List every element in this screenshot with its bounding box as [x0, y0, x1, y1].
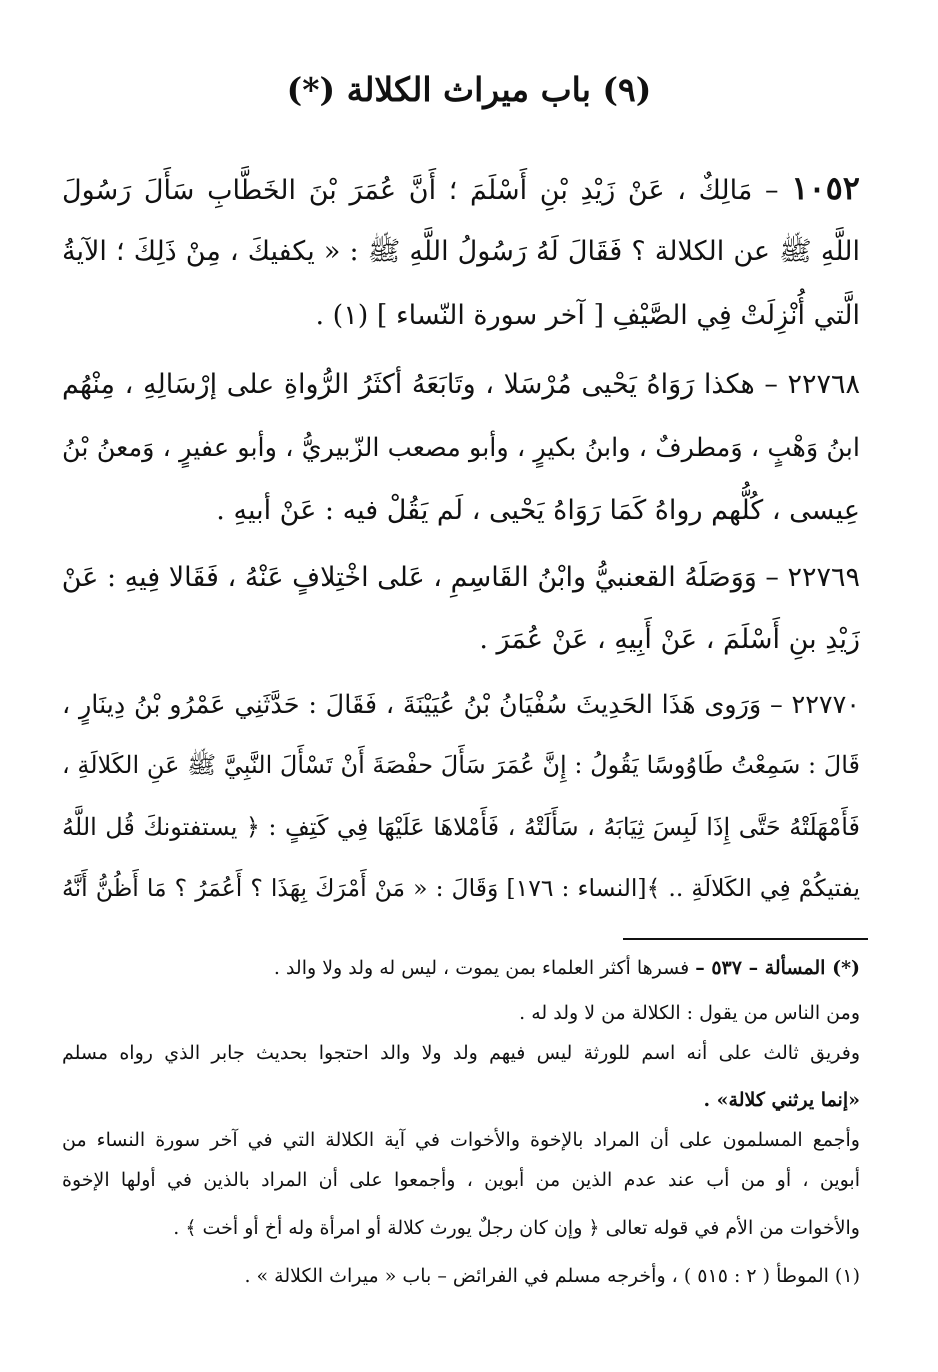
paragraph-text: وَوَصَلَهُ القعنبيُّ وابْنُ القَاسِمِ ، عَلى اخْتِلافٍ عَنْهُ ، فَقَالا فِيهِ : عَنْ [62, 562, 757, 593]
paragraph-number: ٢٢٧٧٠ [791, 690, 860, 720]
paragraph-22769-line-2: زَيْدِ بنِ أَسْلَمَ ، عَنْ أَبِيهِ ، عَنْ عُمَرَ . [479, 624, 860, 655]
footnote-line: ومن الناس من يقول : الكلالة من لا ولد له . [519, 1002, 860, 1024]
footnote-separator [623, 938, 868, 940]
hadith-1052-line-3: الَّتي أُنْزِلَتْ فِي الصَّيْفِ [ آخر سورة النّساء ] (١) . [315, 300, 860, 331]
paragraph-text: وَرَوى هَذَا الحَدِيثَ سُفْيَانُ بْنُ عُيَيْنَةَ ، فَقَالَ : حَدَّثَنِي عَمْرُو بْنُ دِينَارٍ ، [62, 690, 762, 720]
footnote-label: (*) المسألة – ٥٣٧ – [695, 957, 860, 979]
footnote-masala-537 [62, 950, 860, 986]
paragraph-22768-line-3: عِيسى ، كُلُّهم رواهُ كَمَا رَوَاهُ يَحْيى ، لَم يَقُلْ فيه : عَنْ أبيهِ . [216, 495, 860, 526]
paragraph-22770-line-1: ٢٢٧٧٠ – وَرَوى هَذَا الحَدِيثَ سُفْيَانُ بْنُ عُيَيْنَةَ ، فَقَالَ : حَدَّثَنِي عَمْرُو بْنُ دِينَارٍ ، [62, 690, 860, 720]
footnote-line: أبوين ، أو من أب عند عدم الذين من أبوين ، وأجمعوا على أن المراد بالذين في أولها الإخوة [62, 1169, 860, 1191]
footnote-line: والأخوات من الأم في قوله تعالى ﴿ وإن كان رجلٌ يورث كلالة أو امرأة وله أخ أو أخت ﴾ . [173, 1217, 860, 1239]
paragraph-number: ٢٢٧٦٩ [787, 562, 860, 593]
hadith-1052-line-2: اللَّهِ ﷺ عن الكلالة ؟ فَقَالَ لَهُ رَسُولُ اللَّهِ ﷺ : « يكفيكَ ، مِنْ ذَلِكَ ؛ الآيةُ [62, 236, 860, 267]
paragraph-22770-line-3: فَأَمْهَلَتْهُ حَتَّى إِذَا لَبِسَ ثِيَابَهُ ، سَأَلَتْهُ ، فَأَمْلاهَا عَلَيْهَا فِي كَتِفٍ : ﴿ يستفتونكَ قُل اللَّهُ [62, 813, 860, 841]
paragraph-22770-line-4: يفتيكُمْ فِي الكَلالَةِ .. ﴾[النساء : ١٧٦] وَقَالَ : « مَنْ أَمْرَكَ بِهَذَا ؟ أَعُمَرُ ؟ مَا أَظُنُّ أَنَّهُ [62, 874, 860, 902]
footnote-line: وفريق ثالث على أنه اسم للورثة ليس فيهم ولد ولا والد احتجوا بحديث جابر الذي رواه مسلم [62, 1042, 860, 1064]
footnote-text: فسرها أكثر العلماء بمن يموت ، ليس له ولد ولا والد . [273, 957, 690, 979]
paragraph-text: هكذا رَوَاهُ يَحْيى مُرْسَلا ، وتَابَعَهُ أكثَرُ الرُّواةِ على إرْسَالِهِ ، مِنْهُم [62, 369, 755, 400]
footnote-line: وأجمع المسلمون على أن المراد بالإخوة والأخوات في آية الكلالة التي في آخر سورة النساء من [62, 1129, 860, 1151]
footnote-line: «إنما يرثني كلالة» . [703, 1089, 860, 1111]
hadith-number: ١٠٥٢ [791, 169, 860, 207]
hadith-1052-line-1: ١٠٥٢ – مَالِكٌ ، عَنْ زَيْدِ بْنِ أَسْلَمَ ؛ أَنَّ عُمَرَ بْنَ الخَطَّابِ سَأَلَ رَسُولَ [62, 169, 860, 207]
paragraph-22768-line-2: ابنُ وَهْبٍ ، وَمطرفٌ ، وابنُ بكيرٍ ، وأبو مصعب الزّبيريُّ ، وأبو عفيرٍ ، وَمعنُ بْنُ [62, 433, 860, 463]
chapter-heading: (٩) باب ميراث الكلالة (*) [286, 70, 652, 109]
hadith-text: مَالِكٌ ، عَنْ زَيْدِ بْنِ أَسْلَمَ ؛ أَنَّ عُمَرَ بْنَ الخَطَّابِ سَأَلَ رَسُولَ [62, 175, 753, 206]
paragraph-22770-line-2: قَالَ : سَمِعْتُ طَاوُوسًا يَقُولُ : إِنَّ عُمَرَ سَأَلَ حفْصَةَ أَنْ تَسْأَلَ النَّبِيَّ ﷺ عَنِ الكَلالَةِ ، [62, 751, 860, 779]
paragraph-22769-line-1: ٢٢٧٦٩ – وَوَصَلَهُ القعنبيُّ وابْنُ القَاسِمِ ، عَلى اخْتِلافٍ عَنْهُ ، فَقَالا فِيهِ : عَنْ [62, 562, 860, 593]
paragraph-22768-line-1: ٢٢٧٦٨ – هكذا رَوَاهُ يَحْيى مُرْسَلا ، وتَابَعَهُ أكثَرُ الرُّواةِ على إرْسَالِهِ ، مِنْهُم [62, 369, 860, 400]
paragraph-number: ٢٢٧٦٨ [787, 369, 860, 400]
footnote-reference-1: (١) الموطأ ( ٢ : ٥١٥ ) ، وأخرجه مسلم في الفرائض – باب « ميراث الكلالة » . [244, 1265, 860, 1287]
